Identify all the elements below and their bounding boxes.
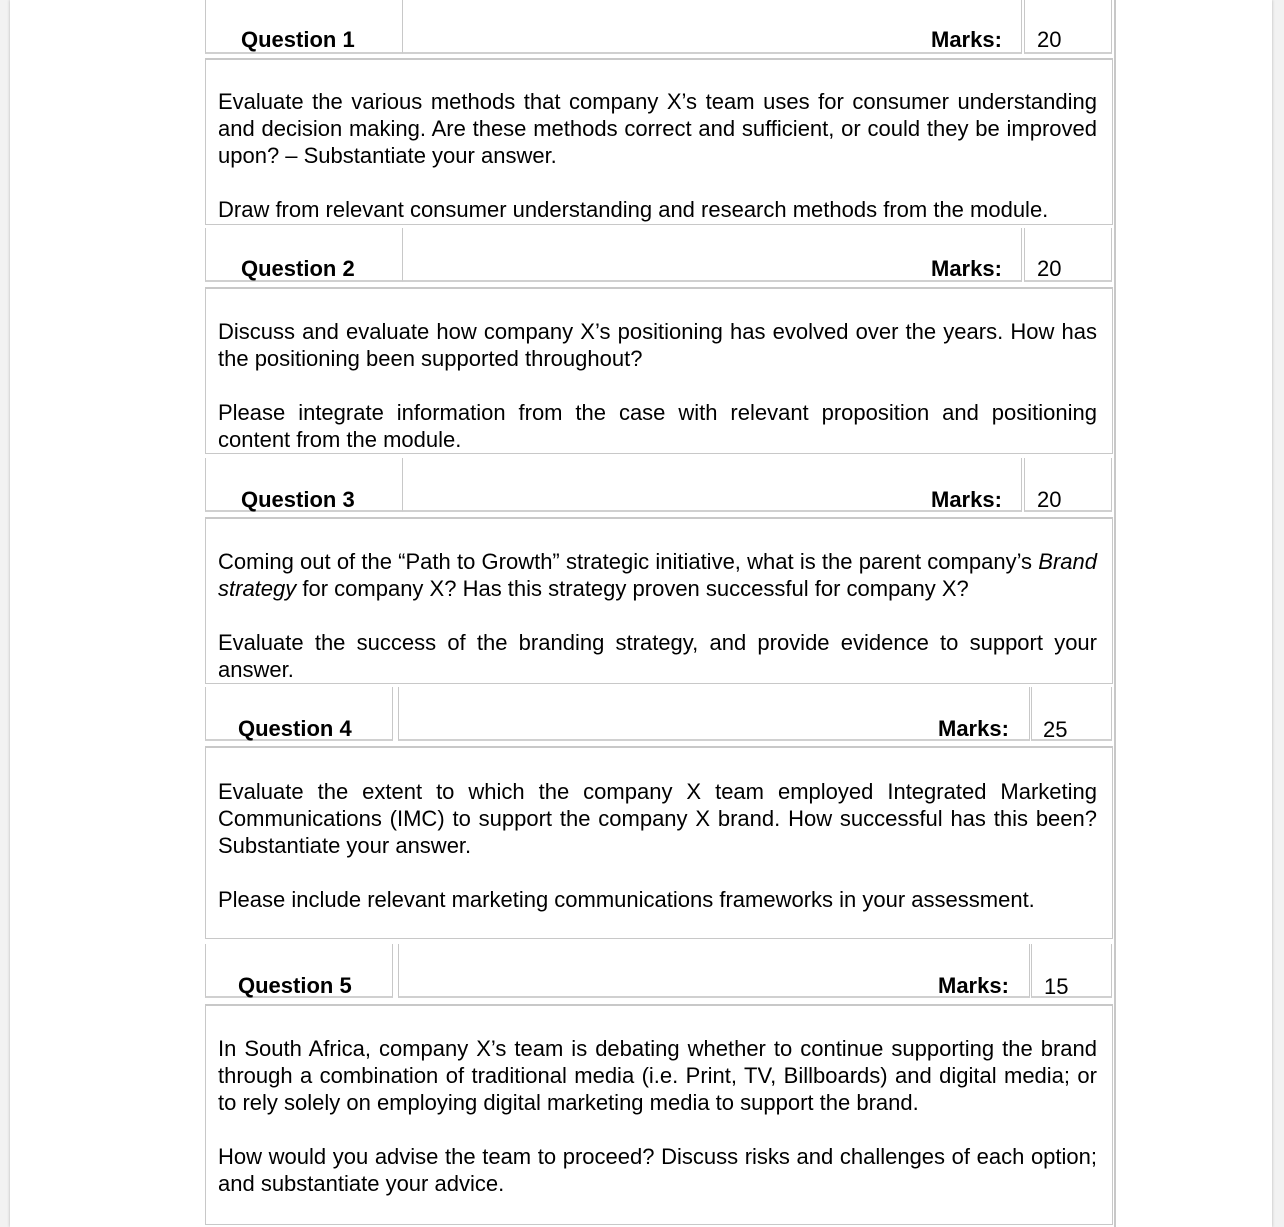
question-2-marks-label: Marks:	[931, 256, 1002, 281]
question-2-paragraph-2: Please integrate information from the case with relevant proposition and positioning content from the module.	[218, 400, 1097, 452]
question-4-marks-label: Marks:	[938, 716, 1009, 741]
question-2-marks-value: 20	[1037, 256, 1062, 281]
question-5-paragraph-2: How would you advise the team to proceed? Discuss risks and challenges of each option; and substantiate your advice.	[218, 1144, 1097, 1196]
document-page	[10, 0, 1272, 1227]
spacer-cell	[402, 0, 1022, 54]
question-3-marks-value: 20	[1037, 487, 1062, 512]
question-3-marks-label: Marks:	[931, 487, 1002, 512]
question-3-label: Question 3	[241, 487, 355, 512]
question-5-marks-label: Marks:	[938, 973, 1009, 998]
question-3-paragraph-2: Evaluate the success of the branding strategy, and provide evidence to support your answer.	[218, 630, 1097, 682]
spacer-cell	[402, 458, 1022, 512]
question-5-marks-value: 15	[1044, 974, 1069, 999]
question-4-label: Question 4	[238, 716, 352, 741]
question-1-marks-value: 20	[1037, 27, 1062, 52]
question-3-paragraph-1-start: Coming out of the “Path to Growth” strategic initiative, what is the parent company’s	[218, 549, 1039, 574]
question-2-label: Question 2	[241, 256, 355, 281]
brand-strategy-emphasis: Brand strategy	[218, 549, 1097, 601]
question-4-paragraph-1: Evaluate the extent to which the company X team employed Integrated Marketing Communications (IMC) to support the company X brand. How successful has this been? Substantiate your answer.	[218, 779, 1097, 858]
spacer-cell	[402, 228, 1022, 282]
spacer-cell	[398, 944, 1030, 998]
question-1-marks-label: Marks:	[931, 27, 1002, 52]
question-4-marks-value: 25	[1043, 717, 1068, 742]
question-1-paragraph-1: Evaluate the various methods that company X’s team uses for consumer understanding and decision making. Are these methods correct and sufficient, or could they be improved upon? – Substantiate your answer.	[218, 89, 1097, 168]
question-2-paragraph-1: Discuss and evaluate how company X’s positioning has evolved over the years. How has the positioning been supported throughout?	[218, 319, 1097, 371]
question-5-paragraph-1: In South Africa, company X’s team is debating whether to continue supporting the brand through a combination of traditional media (i.e. Print, TV, Billboards) and digital media; or to rely solely on employing digital marketing media to support the brand.	[218, 1036, 1097, 1115]
page-right-rule	[1114, 0, 1116, 1227]
spacer-cell	[398, 687, 1030, 741]
question-1-label: Question 1	[241, 27, 355, 52]
question-4-paragraph-2: Please include relevant marketing communications frameworks in your assessment.	[218, 887, 1035, 912]
question-3-paragraph-1	[218, 548, 1097, 602]
question-3-paragraph-1-end: for company X? Has this strategy proven successful for company X?	[296, 576, 969, 601]
question-5-label: Question 5	[238, 973, 352, 998]
question-1-paragraph-2: Draw from relevant consumer understanding and research methods from the module.	[218, 197, 1049, 222]
